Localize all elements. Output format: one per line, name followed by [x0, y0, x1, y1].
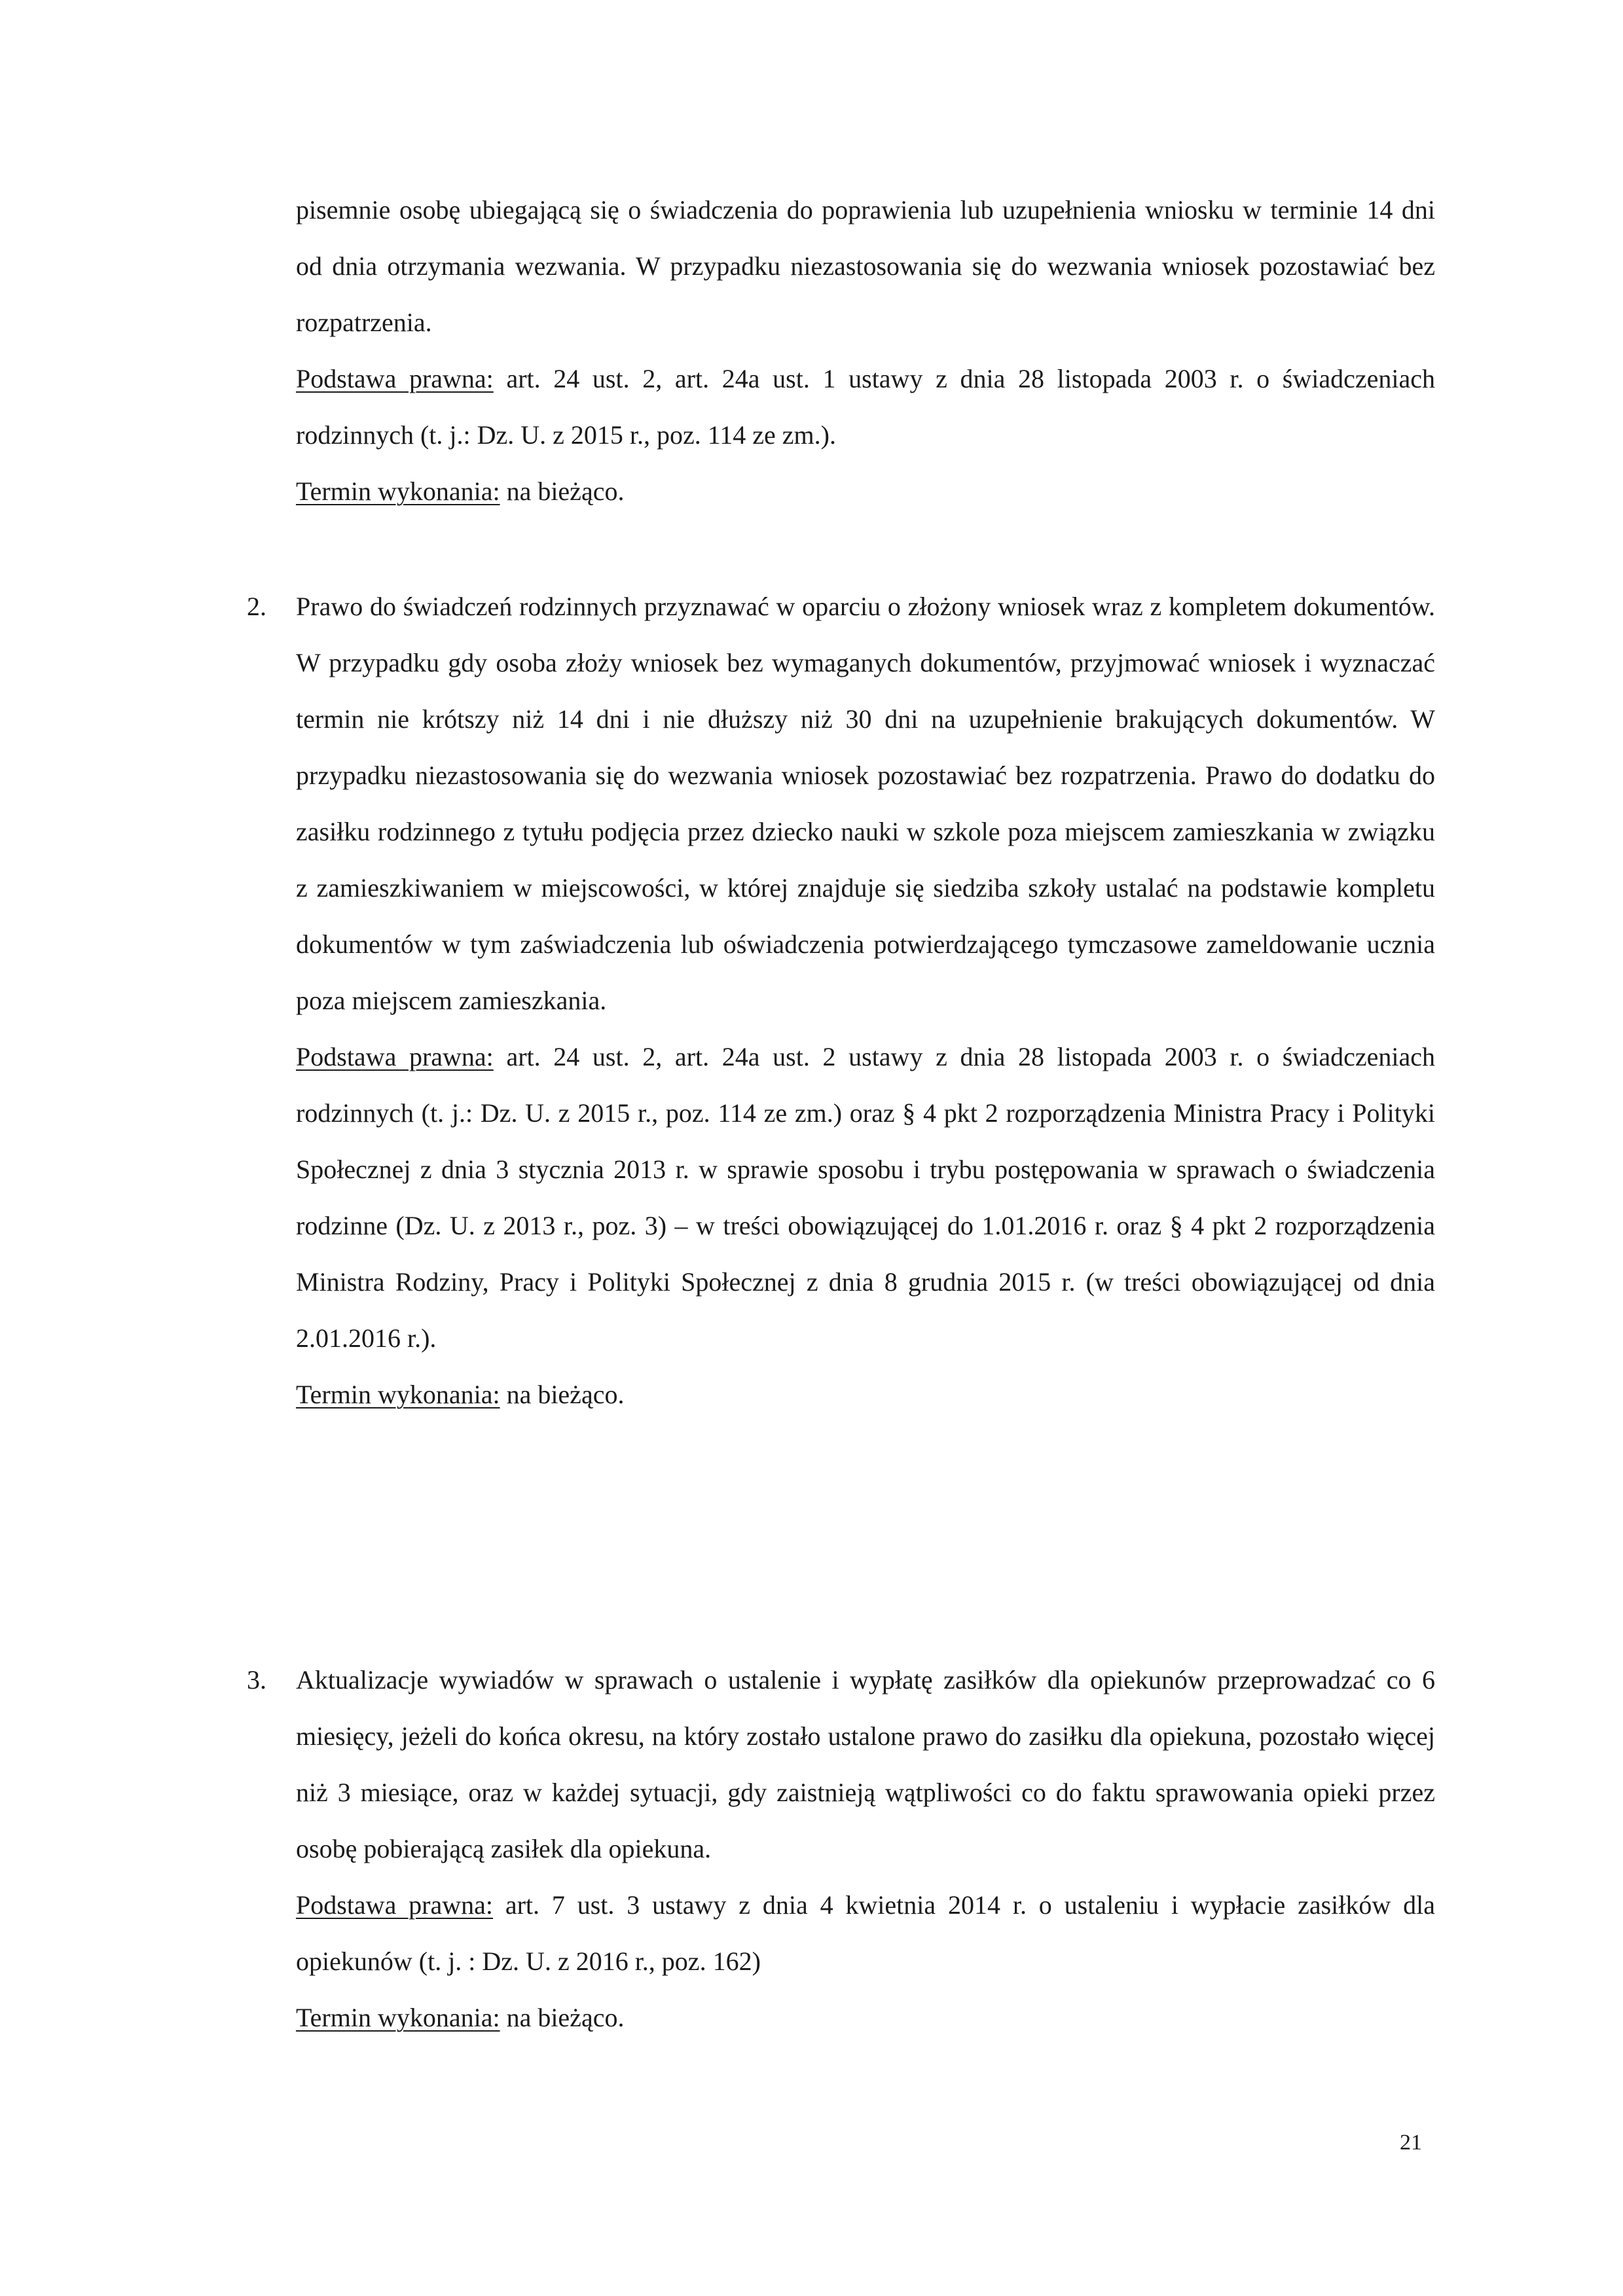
item-2-deadline [296, 1367, 1435, 1423]
deadline-label: Termin wykonania: [296, 476, 500, 506]
item-3-paragraph: Aktualizacje wywiadów w sprawach o ustalenie i wypłatę zasiłków dla opiekunów przeprowadzać co 6 miesięcy, jeżeli do końca okresu, na który zostało ustalone prawo do zasiłku dla opiekuna, pozostało więcej niż 3 miesiące, oraz w każdej sytuacji, gdy zaistnieją wątpliwości co do faktu sprawowania opieki przez osobę pobierającą zasiłek dla opiekuna. [296, 1665, 1435, 1863]
item-3 [247, 1652, 1435, 2046]
deadline-text: na bieżąco. [500, 476, 625, 506]
legal-basis-text: art. 24 ust. 2, art. 24a ust. 2 ustawy z dnia 28 listopada 2003 r. o świadczeniach rodzinnych (t. j.: Dz. U. z 2015 r., poz. 114 ze zm.) oraz § 4 pkt 2 rozporządzenia Ministra Pracy i Polityki Społecznej z dnia 3 stycznia 2013 r. w sprawie sposobu i trybu postępowania w sprawach o świadczenia rodzinne (Dz. U. z 2013 r., poz. 3) – w treści obowiązującej do 1.01.2016 r. oraz § 4 pkt 2 rozporządzenia Ministra Rodziny, Pracy i Polityki Społecznej z dnia 8 grudnia 2015 r. (w treści obowiązującej od dnia 2.01.2016 r.). [296, 1042, 1435, 1353]
item-3-deadline [296, 1990, 1435, 2046]
legal-basis-label: Podstawa prawna: [296, 1890, 493, 1920]
item-1-legal-basis [296, 351, 1435, 463]
item-1-deadline [296, 463, 1435, 520]
item-3-number: 3. [247, 1665, 266, 1695]
item-1-paragraph: pisemnie osobę ubiegającą się o świadczenia do poprawienia lub uzupełnienia wniosku w terminie 14 dni od dnia otrzymania wezwania. W przypadku niezastosowania się do wezwania wniosek pozostawiać bez rozpatrzenia. [296, 195, 1435, 337]
deadline-text: na bieżąco. [500, 1380, 625, 1409]
deadline-label: Termin wykonania: [296, 1380, 500, 1409]
item-2-number: 2. [247, 592, 266, 621]
item-1-continuation [296, 182, 1435, 520]
item-2-paragraph: Prawo do świadczeń rodzinnych przyznawać w oparciu o złożony wniosek wraz z kompletem dokumentów. W przypadku gdy osoba złoży wniosek bez wymaganych dokumentów, przyjmować wniosek i wyznaczać termin nie krótszy niż 14 dni i nie dłuższy niż 30 dni na uzupełnienie brakujących dokumentów. W przypadku niezastosowania się do wezwania wniosek pozostawiać bez rozpatrzenia. Prawo do dodatku do zasiłku rodzinnego z tytułu podjęcia przez dziecko nauki w szkole poza miejscem zamieszkania w związku z zamieszkiwaniem w miejscowości, w której znajduje się siedziba szkoły ustalać na podstawie kompletu dokumentów w tym zaświadczenia lub oświadczenia potwierdzającego tymczasowe zameldowanie ucznia poza miejscem zamieszkania. [296, 592, 1435, 1015]
item-2 [247, 579, 1435, 1423]
page-number: 21 [1400, 2130, 1422, 2155]
item-2-legal-basis [296, 1029, 1435, 1367]
deadline-text: na bieżąco. [500, 2003, 625, 2032]
item-3-legal-basis [296, 1877, 1435, 1990]
legal-basis-label: Podstawa prawna: [296, 364, 494, 393]
deadline-label: Termin wykonania: [296, 2003, 500, 2032]
legal-basis-text: art. 7 ust. 3 ustawy z dnia 4 kwietnia 2014 r. o ustaleniu i wypłacie zasiłków dla opiekunów (t. j. : Dz. U. z 2016 r., poz. 162) [296, 1890, 1435, 1976]
legal-basis-label: Podstawa prawna: [296, 1042, 494, 1071]
legal-basis-text: art. 24 ust. 2, art. 24a ust. 1 ustawy z dnia 28 listopada 2003 r. o świadczeniach rodzinnych (t. j.: Dz. U. z 2015 r., poz. 114 ze zm.). [296, 364, 1435, 450]
